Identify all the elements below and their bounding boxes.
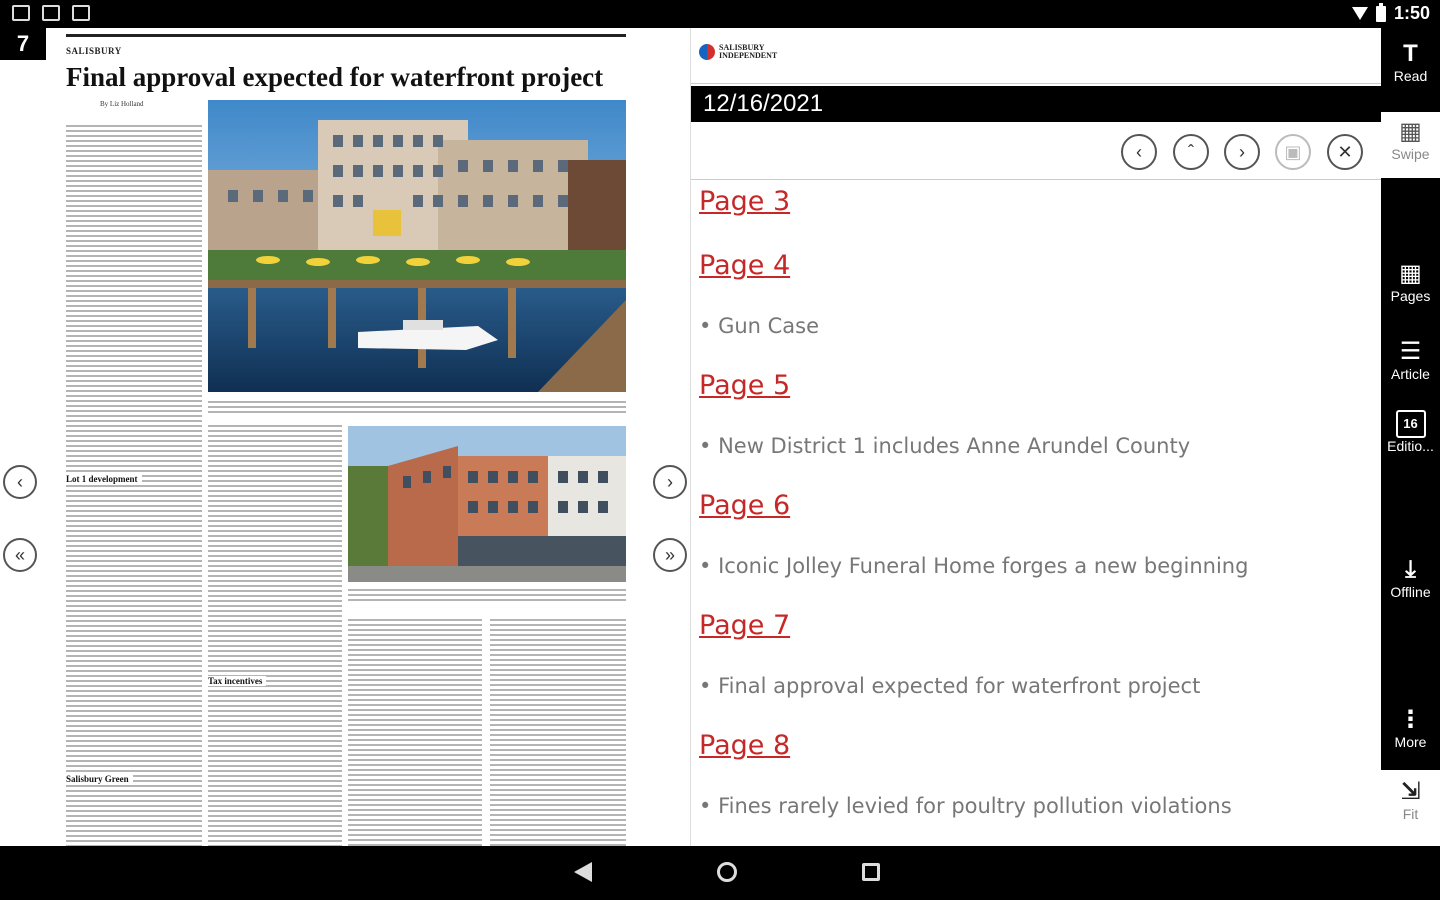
more-vertical-icon: ⋮: [1398, 706, 1423, 733]
waterfront-rendering-photo[interactable]: [208, 100, 626, 392]
toc-toolbar: [691, 124, 1381, 180]
building-rendering-photo[interactable]: [348, 426, 626, 582]
text-column-2: [208, 424, 342, 846]
clock: 1:50: [1393, 3, 1430, 23]
subhead-salisbury-green: Salisbury Green: [66, 774, 133, 784]
recents-icon[interactable]: [862, 863, 880, 881]
toc-up-button[interactable]: [1173, 134, 1209, 170]
page-number-badge: 7: [0, 28, 46, 60]
masthead-rule: [66, 34, 626, 37]
text-column-3: [348, 618, 482, 846]
calendar-icon: [42, 5, 60, 21]
list-icon: ☰: [1399, 338, 1422, 365]
text-column-1: [66, 124, 202, 846]
chevron-right-icon: ›: [1239, 141, 1245, 162]
swipe-grid-icon: ▦: [1399, 118, 1422, 145]
text-icon: T: [1403, 40, 1418, 67]
logo-mark-icon: [699, 44, 715, 60]
logo-line-2: INDEPENDENT: [719, 51, 778, 60]
reader-sidebar: [1381, 28, 1440, 846]
grid-icon: ▦: [1399, 260, 1422, 287]
toc-page-8[interactable]: Page 8: [699, 730, 791, 761]
toc-article-new-district[interactable]: • New District 1 includes Anne Arundel County: [699, 434, 1191, 458]
battery-icon: [1376, 6, 1386, 22]
article-label: Article: [1391, 366, 1430, 382]
toc-article-jolley-funeral-home[interactable]: • Iconic Jolley Funeral Home forges a new beginning: [699, 554, 1249, 578]
toc-page-5[interactable]: Page 5: [699, 370, 791, 401]
toc-article-waterfront[interactable]: • Final approval expected for waterfront project: [699, 674, 1201, 698]
status-bar: [0, 0, 1440, 28]
image-icon: ▣: [1284, 141, 1302, 162]
photo-caption-1: [208, 400, 626, 414]
toc-page-7[interactable]: Page 7: [699, 610, 791, 641]
swipe-label: Swipe: [1391, 146, 1430, 162]
chevron-left-icon: ‹: [17, 471, 23, 492]
toc-close-button[interactable]: [1327, 134, 1363, 170]
subhead-tax-incentives: Tax incentives: [208, 676, 266, 686]
subhead-lot1: Lot 1 development: [66, 474, 142, 484]
section-label: SALISBURY: [66, 46, 122, 56]
edition-label: Editio...: [1387, 438, 1434, 454]
back-icon[interactable]: [574, 862, 592, 882]
toc-article-poultry-fines[interactable]: • Fines rarely levied for poultry pollution violations: [699, 794, 1232, 818]
offline-button[interactable]: [1381, 556, 1440, 618]
more-button[interactable]: [1381, 706, 1440, 768]
newspaper-page[interactable]: [60, 28, 632, 846]
pages-label: Pages: [1390, 288, 1431, 304]
toc-page-3[interactable]: Page 3: [699, 186, 791, 217]
double-chevron-right-icon: »: [664, 544, 675, 565]
article-button[interactable]: [1381, 338, 1440, 400]
download-icon: ⤓: [1405, 556, 1416, 583]
pages-button[interactable]: [1381, 260, 1440, 322]
toc-image-button[interactable]: [1275, 134, 1311, 170]
toc-article-gun-case[interactable]: • Gun Case: [699, 314, 820, 338]
offline-label: Offline: [1390, 584, 1431, 600]
text-column-4: [490, 618, 626, 846]
home-icon[interactable]: [717, 862, 737, 882]
toc-page-6[interactable]: Page 6: [699, 490, 791, 521]
byline: By Liz Holland: [100, 100, 144, 108]
chevron-right-icon: ›: [667, 471, 673, 492]
toc-back-button[interactable]: [1121, 134, 1157, 170]
read-mode-button[interactable]: [1381, 40, 1440, 110]
logo-line-1: SALISBURY: [719, 43, 765, 52]
calendar-icon: 16: [1396, 410, 1426, 438]
chevron-up-icon: ˆ: [1188, 141, 1194, 162]
photo-caption-2: [348, 588, 626, 602]
system-navigation-bar: [0, 846, 1440, 900]
toc-forward-button[interactable]: [1224, 134, 1260, 170]
fit-button[interactable]: [1381, 770, 1440, 846]
table-of-contents-panel: [691, 28, 1381, 846]
toc-page-4[interactable]: Page 4: [699, 250, 791, 281]
double-chevron-left-icon: «: [14, 544, 25, 565]
first-page-button[interactable]: [3, 538, 37, 572]
edition-button[interactable]: [1381, 410, 1440, 476]
next-page-button[interactable]: [653, 465, 687, 499]
read-label: Read: [1393, 68, 1428, 84]
more-label: More: [1394, 734, 1427, 750]
last-page-button[interactable]: [653, 538, 687, 572]
previous-page-button[interactable]: [3, 465, 37, 499]
image-notification-icon: [72, 5, 90, 21]
fit-label: Fit: [1402, 806, 1419, 822]
chevron-left-icon: ‹: [1136, 141, 1142, 162]
swipe-mode-button[interactable]: [1381, 112, 1440, 178]
publication-header: [691, 32, 1381, 84]
collapse-icon: ⇲: [1400, 778, 1421, 805]
article-headline[interactable]: Final approval expected for waterfront project: [66, 62, 604, 92]
publication-logo: [699, 44, 777, 60]
wifi-icon: [1352, 7, 1368, 20]
close-icon: ✕: [1337, 141, 1353, 162]
edition-date: 12/16/2021: [691, 86, 1381, 122]
notification-icon: [12, 5, 30, 21]
